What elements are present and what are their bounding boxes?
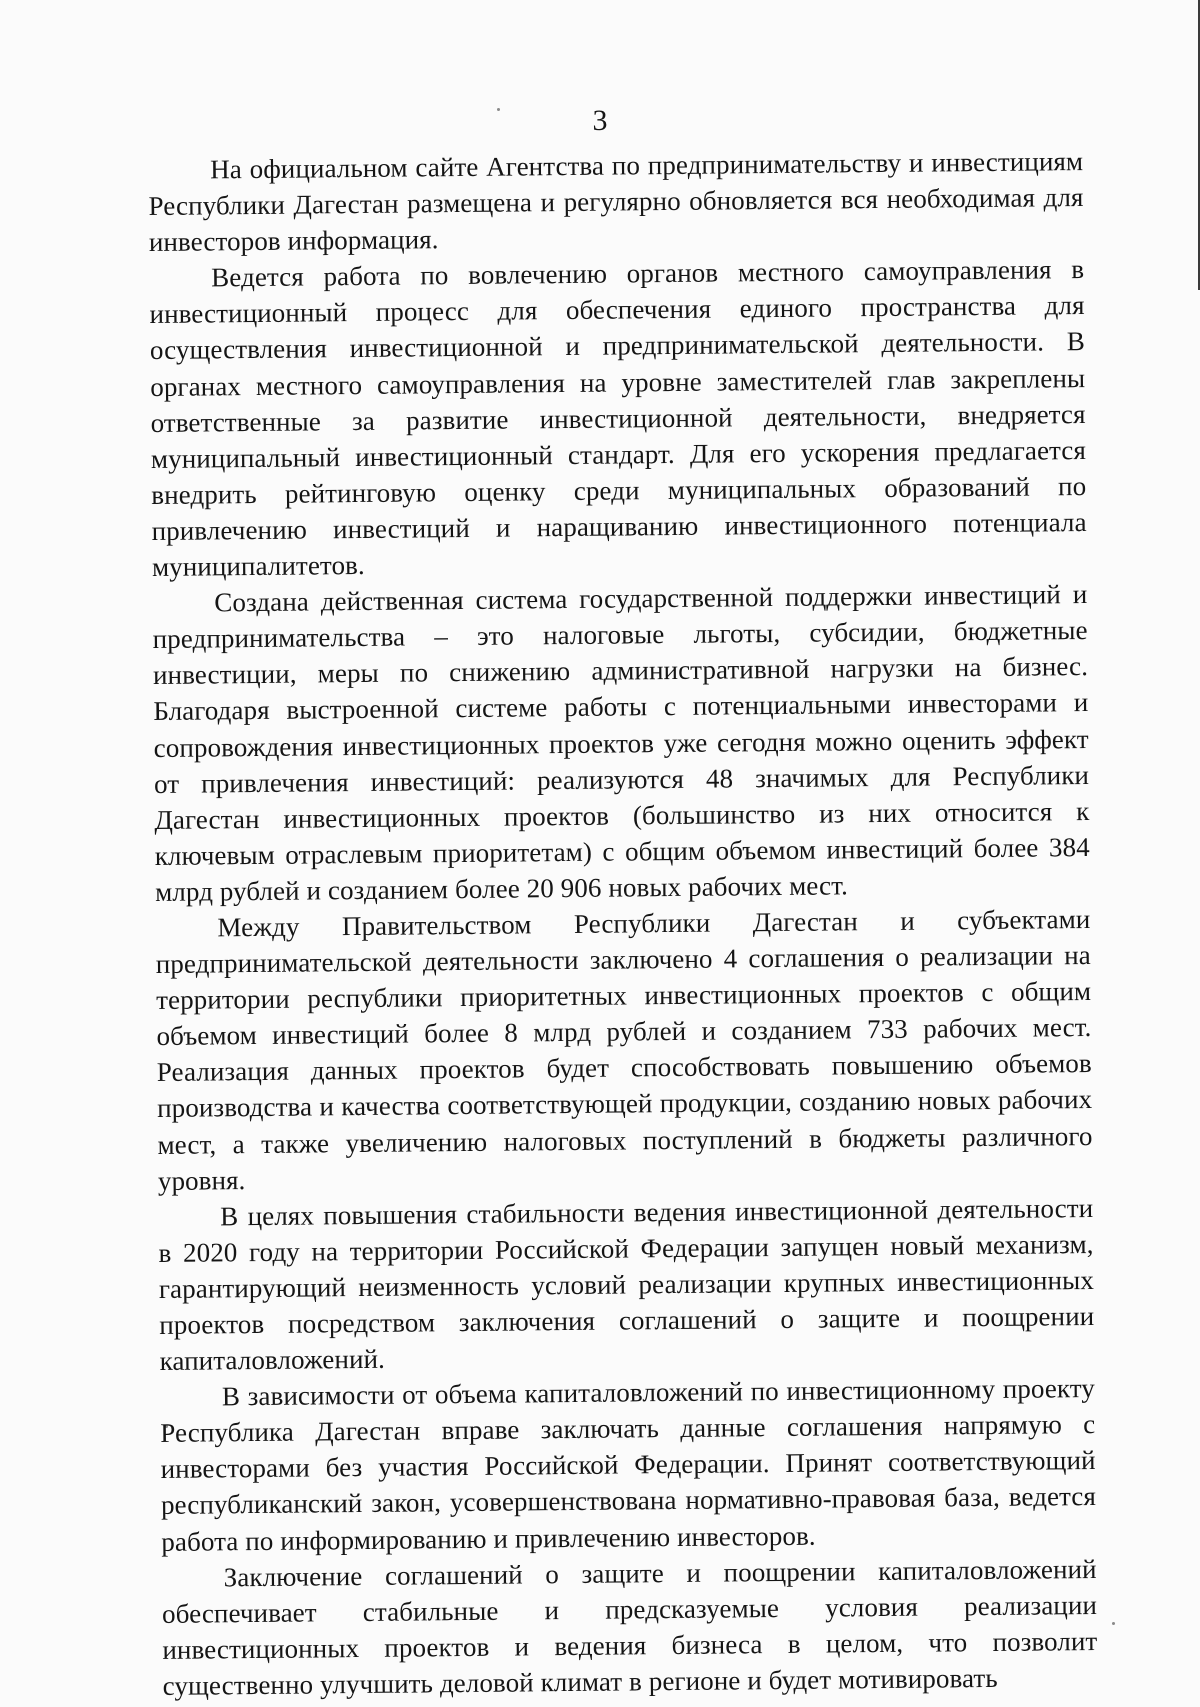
scan-speck <box>1112 1622 1115 1625</box>
paragraph: В целях повышения стабильности ведения инвестиционной деятельности в 2020 году на территории Российской Федерации запущен новый механизм, гарантирующий неизменность условий реализации крупных инвестиционных проектов посредством заключения соглашений о защите и поощрении капиталовложений. <box>158 1192 1095 1377</box>
paragraph: На официальном сайте Агентства по предпринимательству и инвестициям Республики Дагестан размещена и регулярно обновляется вся необходимая для инвесторов информация. <box>148 146 1084 258</box>
paragraph: Заключение соглашений о защите и поощрении капиталовложений обеспечивает стабильные и предсказуемые условия реализации инвестиционных проектов и ведения бизнеса в целом, что позволит существенно улучшить деловой климат в регионе и будет мотивировать <box>161 1553 1098 1701</box>
paragraph: В зависимости от объема капиталовложений по инвестиционному проекту Республика Дагестан вправе заключать данные соглашения напрямую с инвесторами без участия Российской Федерации. Принят соответствующий республиканский закон, усовершенствована нормативно-правовая база, ведется работа по информированию и привлечению инвесторов. <box>160 1373 1097 1557</box>
paragraph: Ведется работа по вовлечению органов местного самоуправления в инвестиционный процесс для обеспечения единого пространства для осуществления инвестиционной и предпринимательской деятельности. В органах местного самоуправления на уровне заместителей глав закреплены ответственные за развитие инвестиционной деятельности, внедряется муниципальный инвестиционный стандарт. Для его ускорения предлагается внедрить рейтинговую оценку среди муниципальных образований по привлечению инвестиций и наращиванию инвестиционного потенциала муниципалитетов. <box>149 254 1087 583</box>
page-number: 3 <box>592 104 608 137</box>
paragraph: Между Правительством Республики Дагестан и субъектами предпринимательской деятельности заключено 4 соглашения о реализации на территории республики приоритетных инвестиционных проектов с общим объемом инвестиций более 8 млрд рублей и созданием 733 рабочих мест. Реализация данных проектов будет способствовать повышению объемов производства и качества соответствующей продукции, созданию новых рабочих мест, а также увеличению налоговых поступлений в бюджеты различного уровня. <box>155 903 1093 1196</box>
document-body <box>148 143 1098 1704</box>
paragraph: Создана действенная система государственной поддержки инвестиций и предпринимательства – это налоговые льготы, субсидии, бюджетные инвестиции, меры по снижению административной нагрузки на бизнес. Благодаря выстроенной системе работы с потенциальными инвесторами и сопровождения инвестиционных проектов уже сегодня можно оценить эффект от привлечения инвестиций: реализуются 48 значимых для Республики Дагестан инвестиционных проектов (большинство из них относится к ключевым отраслевым приоритетам) с общим объемом инвестиций более 384 млрд рублей и созданием более 20 906 новых рабочих мест. <box>152 579 1090 907</box>
